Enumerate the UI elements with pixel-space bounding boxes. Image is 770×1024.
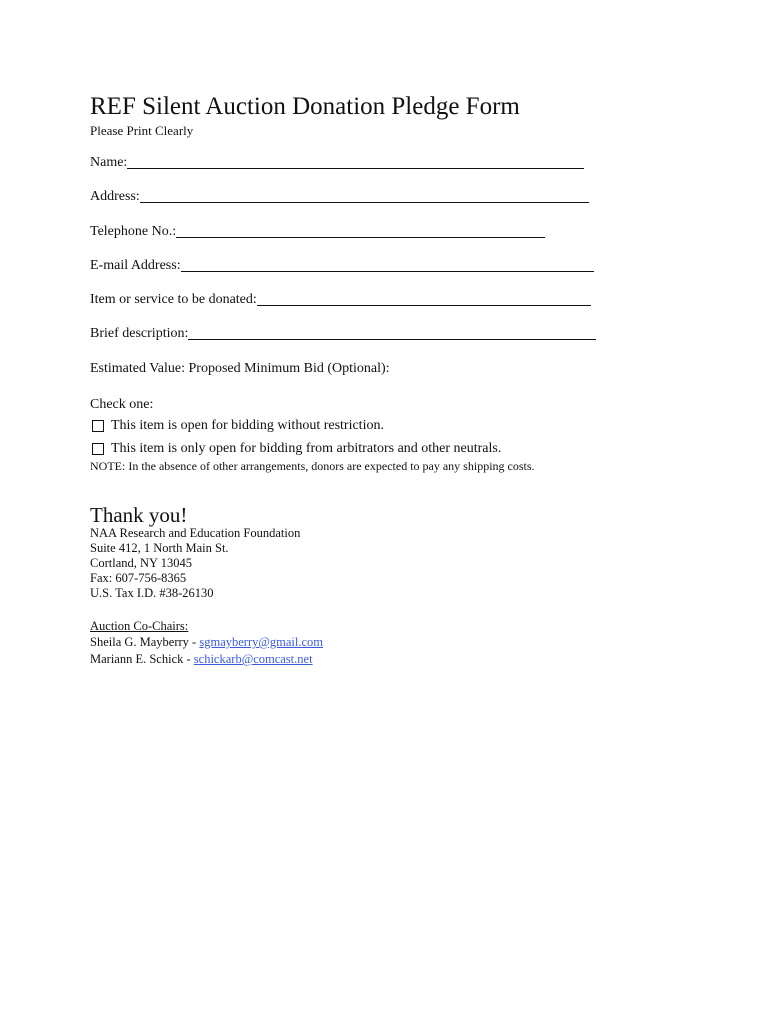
fax-line: Fax: 607-756-8365 (90, 571, 187, 585)
address-line: Cortland, NY 13045 (90, 556, 192, 570)
description-input-line[interactable] (188, 325, 596, 340)
page-subtitle: Please Print Clearly (90, 123, 194, 138)
email-input-line[interactable] (181, 257, 594, 272)
name-field[interactable] (90, 154, 584, 172)
checkbox-arbitrators-only[interactable] (92, 443, 104, 455)
checkbox-open-bidding[interactable] (92, 420, 104, 432)
co-chair-email-link[interactable]: schickarb@comcast.net (193, 652, 313, 666)
description-label: Brief description: (90, 326, 189, 341)
estimated-value-label: Estimated Value: Proposed Minimum Bid (Optional): (90, 361, 390, 376)
estimated-value-field (90, 360, 390, 378)
option-arbitrators-only[interactable] (90, 440, 501, 458)
option-open-bidding[interactable] (90, 417, 384, 435)
page-title: REF Silent Auction Donation Pledge Form (90, 93, 520, 120)
telephone-field[interactable] (90, 223, 545, 241)
address-field[interactable] (90, 188, 589, 206)
option-open-bidding-label: This item is open for bidding without restriction. (111, 418, 384, 433)
name-label: Name: (90, 155, 128, 170)
co-chair-email-link[interactable]: sgmayberry@gmail.com (199, 635, 323, 649)
foundation-address (90, 526, 300, 601)
name-input-line[interactable] (127, 154, 584, 169)
email-field[interactable] (90, 257, 594, 275)
co-chair-name: Mariann E. Schick - (90, 652, 194, 666)
item-field[interactable] (90, 291, 591, 309)
item-label: Item or service to be donated: (90, 292, 257, 307)
telephone-input-line[interactable] (176, 223, 545, 238)
email-label: E-mail Address: (90, 258, 181, 273)
option-arbitrators-only-label: This item is only open for bidding from arbitrators and other neutrals. (111, 441, 502, 456)
co-chair-name: Sheila G. Mayberry - (90, 635, 200, 649)
address-line: NAA Research and Education Foundation (90, 526, 301, 540)
description-field[interactable] (90, 325, 596, 343)
address-input-line[interactable] (140, 188, 589, 203)
co-chair-row (90, 634, 323, 650)
address-line: Suite 412, 1 North Main St. (90, 541, 229, 555)
shipping-note: NOTE: In the absence of other arrangements, donors are expected to pay any shipping costs. (90, 459, 535, 473)
tax-id-line: U.S. Tax I.D. #38-26130 (90, 586, 214, 600)
co-chairs-heading: Auction Co-Chairs: (90, 619, 189, 633)
address-label: Address: (90, 189, 140, 204)
check-one-label: Check one: (90, 397, 154, 412)
item-input-line[interactable] (257, 291, 591, 306)
thank-you-heading: Thank you! (90, 503, 188, 527)
co-chair-row (90, 651, 313, 667)
telephone-label: Telephone No.: (90, 224, 177, 239)
